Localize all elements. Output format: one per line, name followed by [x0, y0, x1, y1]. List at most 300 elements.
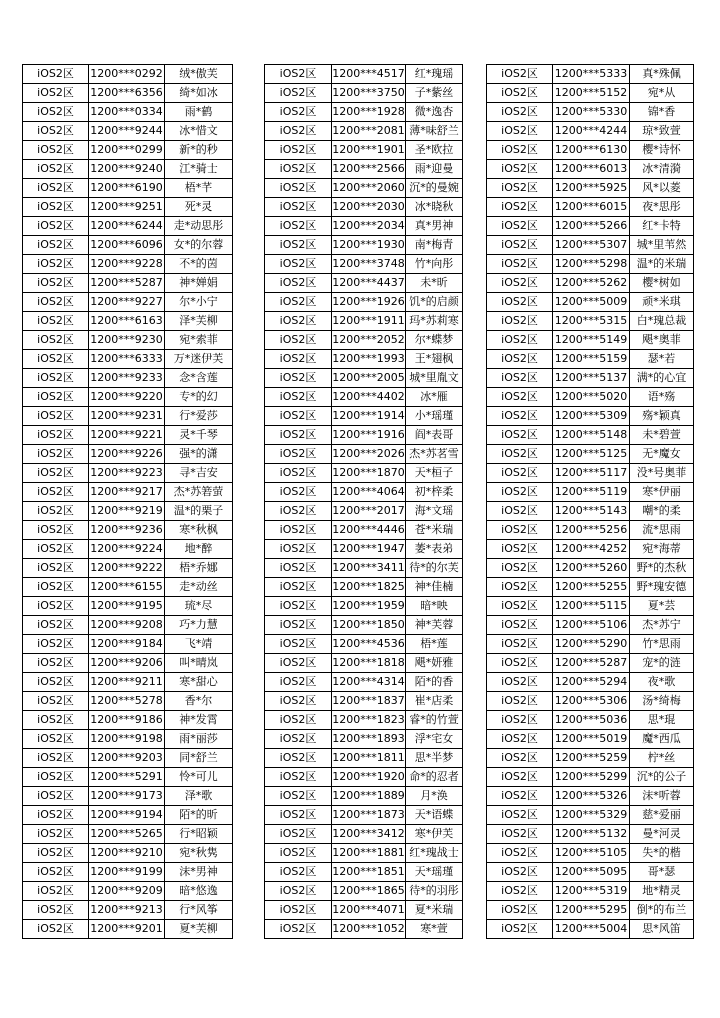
- table-row: [265, 274, 463, 293]
- region-cell: iOS2区: [487, 825, 553, 844]
- nickname-cell: 神*佳楠: [406, 578, 463, 597]
- region-cell: iOS2区: [487, 426, 553, 445]
- region-cell: iOS2区: [23, 369, 89, 388]
- account-cell: 1200***1825: [332, 578, 406, 597]
- nickname-cell: 风*以菱: [630, 179, 694, 198]
- account-cell: 1200***5333: [553, 65, 630, 84]
- table-row: [265, 540, 463, 559]
- table-row: [23, 464, 233, 483]
- region-cell: iOS2区: [487, 540, 553, 559]
- account-cell: 1200***5132: [553, 825, 630, 844]
- table-row: [23, 141, 233, 160]
- table-row: [487, 255, 694, 274]
- account-cell: 1200***0292: [89, 65, 165, 84]
- account-cell: 1200***1947: [332, 540, 406, 559]
- table-row: [265, 635, 463, 654]
- region-cell: iOS2区: [487, 464, 553, 483]
- region-cell: iOS2区: [23, 141, 89, 160]
- nickname-cell: 神*婵娟: [165, 274, 233, 293]
- table-row: [265, 426, 463, 445]
- region-cell: iOS2区: [487, 255, 553, 274]
- region-cell: iOS2区: [265, 635, 332, 654]
- table-row: [23, 274, 233, 293]
- region-cell: iOS2区: [23, 844, 89, 863]
- nickname-cell: 行*风筝: [165, 901, 233, 920]
- table-row: [265, 654, 463, 673]
- region-cell: iOS2区: [487, 179, 553, 198]
- account-cell: 1200***5105: [553, 844, 630, 863]
- nickname-cell: 圣*欧拉: [406, 141, 463, 160]
- region-cell: iOS2区: [265, 863, 332, 882]
- region-cell: iOS2区: [23, 84, 89, 103]
- region-cell: iOS2区: [487, 711, 553, 730]
- region-cell: iOS2区: [23, 255, 89, 274]
- table-row: [23, 103, 233, 122]
- region-cell: iOS2区: [265, 578, 332, 597]
- account-cell: 1200***5298: [553, 255, 630, 274]
- nickname-cell: 行*爱莎: [165, 407, 233, 426]
- table-row: [23, 806, 233, 825]
- nickname-cell: 待*的羽彤: [406, 882, 463, 901]
- table-row: [487, 217, 694, 236]
- nickname-cell: 万*迷伊芙: [165, 350, 233, 369]
- account-cell: 1200***5125: [553, 445, 630, 464]
- nickname-cell: 同*舒兰: [165, 749, 233, 768]
- nickname-cell: 城*里胤文: [406, 369, 463, 388]
- table-row: [487, 673, 694, 692]
- table-row: [23, 901, 233, 920]
- account-cell: 1200***1851: [332, 863, 406, 882]
- nickname-cell: 寒*伊芙: [406, 825, 463, 844]
- nickname-cell: 夜*歌: [630, 673, 694, 692]
- region-cell: iOS2区: [23, 464, 89, 483]
- nickname-cell: 玛*苏莉寒: [406, 312, 463, 331]
- nickname-cell: 寒*甜心: [165, 673, 233, 692]
- account-cell: 1200***1873: [332, 806, 406, 825]
- nickname-cell: 琼*致萱: [630, 122, 694, 141]
- account-cell: 1200***5326: [553, 787, 630, 806]
- table-row: [487, 483, 694, 502]
- account-cell: 1200***5117: [553, 464, 630, 483]
- table-row: [265, 388, 463, 407]
- table-row: [265, 331, 463, 350]
- account-cell: 1200***5290: [553, 635, 630, 654]
- nickname-cell: 巧*力慧: [165, 616, 233, 635]
- region-cell: iOS2区: [265, 236, 332, 255]
- account-cell: 1200***5329: [553, 806, 630, 825]
- region-cell: iOS2区: [487, 350, 553, 369]
- account-cell: 1200***9201: [89, 920, 165, 939]
- nickname-cell: 流*思雨: [630, 521, 694, 540]
- region-cell: iOS2区: [487, 312, 553, 331]
- table-row: [487, 540, 694, 559]
- table-row: [487, 730, 694, 749]
- region-cell: iOS2区: [487, 65, 553, 84]
- table-row: [487, 84, 694, 103]
- account-cell: 1200***1811: [332, 749, 406, 768]
- region-cell: iOS2区: [265, 502, 332, 521]
- table-row: [23, 768, 233, 787]
- table-row: [23, 597, 233, 616]
- account-cell: 1200***9220: [89, 388, 165, 407]
- nickname-cell: 寒*伊丽: [630, 483, 694, 502]
- table-row: [487, 692, 694, 711]
- table-row: [265, 198, 463, 217]
- account-cell: 1200***9198: [89, 730, 165, 749]
- account-cell: 1200***5255: [553, 578, 630, 597]
- nickname-cell: 无*魔女: [630, 445, 694, 464]
- region-cell: iOS2区: [23, 426, 89, 445]
- region-cell: iOS2区: [23, 445, 89, 464]
- account-cell: 1200***9233: [89, 369, 165, 388]
- nickname-cell: 飓*奥菲: [630, 331, 694, 350]
- table-row: [23, 407, 233, 426]
- region-cell: iOS2区: [265, 84, 332, 103]
- account-cell: 1200***2566: [332, 160, 406, 179]
- nickname-cell: 冰*晓秋: [406, 198, 463, 217]
- nickname-cell: 沫*男神: [165, 863, 233, 882]
- nickname-cell: 杰*苏宁: [630, 616, 694, 635]
- table-row: [487, 198, 694, 217]
- account-cell: 1200***9211: [89, 673, 165, 692]
- region-cell: iOS2区: [487, 787, 553, 806]
- nickname-cell: 天*语蝶: [406, 806, 463, 825]
- account-cell: 1200***6333: [89, 350, 165, 369]
- table-row: [265, 445, 463, 464]
- table-row: [265, 825, 463, 844]
- table-row: [23, 388, 233, 407]
- account-cell: 1200***6356: [89, 84, 165, 103]
- table-body: [487, 65, 694, 939]
- region-cell: iOS2区: [23, 578, 89, 597]
- table-row: [265, 882, 463, 901]
- table-row: [265, 787, 463, 806]
- account-cell: 1200***1052: [332, 920, 406, 939]
- table-row: [487, 445, 694, 464]
- table-row: [487, 825, 694, 844]
- table-row: [487, 635, 694, 654]
- nickname-cell: 沫*听蓉: [630, 787, 694, 806]
- table-row: [487, 274, 694, 293]
- table-row: [265, 920, 463, 939]
- region-cell: iOS2区: [23, 787, 89, 806]
- nickname-cell: 命*的忍者: [406, 768, 463, 787]
- account-cell: 1200***9222: [89, 559, 165, 578]
- nickname-cell: 强*的潇: [165, 445, 233, 464]
- account-cell: 1200***5256: [553, 521, 630, 540]
- nickname-cell: 未*昕: [406, 274, 463, 293]
- region-cell: iOS2区: [23, 635, 89, 654]
- region-cell: iOS2区: [265, 388, 332, 407]
- nickname-cell: 王*翅枫: [406, 350, 463, 369]
- account-cell: 1200***4244: [553, 122, 630, 141]
- account-cell: 1200***5106: [553, 616, 630, 635]
- account-cell: 1200***9173: [89, 787, 165, 806]
- account-cell: 1200***5299: [553, 768, 630, 787]
- nickname-cell: 泽*芙柳: [165, 312, 233, 331]
- account-cell: 1200***1850: [332, 616, 406, 635]
- region-cell: iOS2区: [487, 920, 553, 939]
- region-cell: iOS2区: [265, 160, 332, 179]
- nickname-cell: 曼*河灵: [630, 825, 694, 844]
- region-cell: iOS2区: [487, 901, 553, 920]
- table-row: [265, 84, 463, 103]
- region-cell: iOS2区: [265, 901, 332, 920]
- region-cell: iOS2区: [487, 331, 553, 350]
- table-row: [23, 122, 233, 141]
- account-cell: 1200***5315: [553, 312, 630, 331]
- table-row: [23, 331, 233, 350]
- nickname-cell: 宠*的涟: [630, 654, 694, 673]
- nickname-cell: 沉*的曼婉: [406, 179, 463, 198]
- table-row: [23, 312, 233, 331]
- table-row: [265, 711, 463, 730]
- region-cell: iOS2区: [23, 882, 89, 901]
- account-cell: 1200***5004: [553, 920, 630, 939]
- account-cell: 1200***5319: [553, 882, 630, 901]
- account-cell: 1200***5294: [553, 673, 630, 692]
- nickname-cell: 海*文瑶: [406, 502, 463, 521]
- table-row: [23, 559, 233, 578]
- nickname-cell: 汤*绮梅: [630, 692, 694, 711]
- region-cell: iOS2区: [265, 369, 332, 388]
- table-row: [265, 844, 463, 863]
- nickname-cell: 专*的幻: [165, 388, 233, 407]
- region-cell: iOS2区: [23, 407, 89, 426]
- region-cell: iOS2区: [23, 103, 89, 122]
- table-row: [23, 635, 233, 654]
- nickname-cell: 竹*向彤: [406, 255, 463, 274]
- account-cell: 1200***5019: [553, 730, 630, 749]
- account-cell: 1200***1893: [332, 730, 406, 749]
- account-cell: 1200***9206: [89, 654, 165, 673]
- nickname-cell: 宛*索菲: [165, 331, 233, 350]
- region-cell: iOS2区: [487, 103, 553, 122]
- nickname-cell: 睿*的竹萱: [406, 711, 463, 730]
- region-cell: iOS2区: [265, 274, 332, 293]
- table-row: [487, 369, 694, 388]
- region-cell: iOS2区: [487, 616, 553, 635]
- table-row: [265, 122, 463, 141]
- nickname-cell: 雨*迎曼: [406, 160, 463, 179]
- nickname-cell: 魔*西瓜: [630, 730, 694, 749]
- region-cell: iOS2区: [23, 274, 89, 293]
- account-cell: 1200***1901: [332, 141, 406, 160]
- account-cell: 1200***9210: [89, 844, 165, 863]
- table-row: [487, 350, 694, 369]
- account-cell: 1200***5159: [553, 350, 630, 369]
- table-row: [23, 502, 233, 521]
- table-row: [23, 369, 233, 388]
- nickname-cell: 灵*千琴: [165, 426, 233, 445]
- region-cell: iOS2区: [487, 844, 553, 863]
- region-cell: iOS2区: [487, 445, 553, 464]
- nickname-cell: 红*瑰瑶: [406, 65, 463, 84]
- table-row: [265, 255, 463, 274]
- table-row: [265, 863, 463, 882]
- account-cell: 1200***9240: [89, 160, 165, 179]
- table-row: [487, 882, 694, 901]
- account-cell: 1200***1870: [332, 464, 406, 483]
- region-cell: iOS2区: [487, 369, 553, 388]
- region-cell: iOS2区: [487, 882, 553, 901]
- region-cell: iOS2区: [265, 198, 332, 217]
- region-cell: iOS2区: [487, 863, 553, 882]
- nickname-cell: 地*精灵: [630, 882, 694, 901]
- region-cell: iOS2区: [487, 502, 553, 521]
- account-cell: 1200***9208: [89, 616, 165, 635]
- account-cell: 1200***0334: [89, 103, 165, 122]
- nickname-cell: 失*的楷: [630, 844, 694, 863]
- region-cell: iOS2区: [23, 768, 89, 787]
- nickname-cell: 微*逸杏: [406, 103, 463, 122]
- nickname-cell: 红*卡特: [630, 217, 694, 236]
- table-row: [265, 806, 463, 825]
- account-cell: 1200***5262: [553, 274, 630, 293]
- account-cell: 1200***5115: [553, 597, 630, 616]
- region-cell: iOS2区: [487, 654, 553, 673]
- table-row: [23, 920, 233, 939]
- region-cell: iOS2区: [487, 749, 553, 768]
- account-cell: 1200***3750: [332, 84, 406, 103]
- nickname-cell: 瑟*若: [630, 350, 694, 369]
- nickname-cell: 顽*米琪: [630, 293, 694, 312]
- nickname-cell: 天*桓子: [406, 464, 463, 483]
- nickname-cell: 樱*诗怀: [630, 141, 694, 160]
- nickname-cell: 温*的米瑞: [630, 255, 694, 274]
- region-cell: iOS2区: [265, 597, 332, 616]
- account-cell: 1200***1837: [332, 692, 406, 711]
- table-row: [265, 141, 463, 160]
- table-row: [265, 369, 463, 388]
- account-cell: 1200***5137: [553, 369, 630, 388]
- region-cell: iOS2区: [23, 692, 89, 711]
- table-row: [265, 673, 463, 692]
- nickname-cell: 夜*思彤: [630, 198, 694, 217]
- nickname-cell: 未*碧萱: [630, 426, 694, 445]
- region-cell: iOS2区: [23, 673, 89, 692]
- account-cell: 1200***1930: [332, 236, 406, 255]
- account-cell: 1200***9217: [89, 483, 165, 502]
- table-row: [23, 217, 233, 236]
- account-cell: 1200***5152: [553, 84, 630, 103]
- region-cell: iOS2区: [265, 882, 332, 901]
- nickname-cell: 叫*晴岚: [165, 654, 233, 673]
- account-cell: 1200***9221: [89, 426, 165, 445]
- region-cell: iOS2区: [23, 122, 89, 141]
- region-cell: iOS2区: [487, 388, 553, 407]
- table-row: [23, 863, 233, 882]
- table-row: [23, 749, 233, 768]
- nickname-cell: 饥*的启颜: [406, 293, 463, 312]
- table-row: [265, 692, 463, 711]
- account-cell: 1200***2030: [332, 198, 406, 217]
- nickname-cell: 飓*妍雅: [406, 654, 463, 673]
- winner-table-left: [22, 64, 233, 939]
- table-row: [265, 407, 463, 426]
- nickname-cell: 尔*小宁: [165, 293, 233, 312]
- table-row: [23, 198, 233, 217]
- account-cell: 1200***4437: [332, 274, 406, 293]
- account-cell: 1200***1865: [332, 882, 406, 901]
- table-row: [23, 255, 233, 274]
- account-cell: 1200***5295: [553, 901, 630, 920]
- account-cell: 1200***6155: [89, 578, 165, 597]
- account-cell: 1200***5148: [553, 426, 630, 445]
- account-cell: 1200***1823: [332, 711, 406, 730]
- region-cell: iOS2区: [265, 350, 332, 369]
- nickname-cell: 没*号奥菲: [630, 464, 694, 483]
- table-row: [487, 787, 694, 806]
- nickname-cell: 夏*芙柳: [165, 920, 233, 939]
- account-cell: 1200***6130: [553, 141, 630, 160]
- nickname-cell: 绮*如冰: [165, 84, 233, 103]
- region-cell: iOS2区: [265, 255, 332, 274]
- table-row: [487, 901, 694, 920]
- region-cell: iOS2区: [265, 445, 332, 464]
- nickname-cell: 暗*悠逸: [165, 882, 233, 901]
- nickname-cell: 真*殊佩: [630, 65, 694, 84]
- region-cell: iOS2区: [265, 521, 332, 540]
- account-cell: 1200***9224: [89, 540, 165, 559]
- account-cell: 1200***1928: [332, 103, 406, 122]
- table-row: [265, 597, 463, 616]
- nickname-cell: 殇*颖真: [630, 407, 694, 426]
- account-cell: 1200***9227: [89, 293, 165, 312]
- account-cell: 1200***1959: [332, 597, 406, 616]
- account-cell: 1200***1911: [332, 312, 406, 331]
- nickname-cell: 陌*的昕: [165, 806, 233, 825]
- table-row: [487, 65, 694, 84]
- nickname-cell: 野*的杰秋: [630, 559, 694, 578]
- winner-table-right: [486, 64, 694, 939]
- nickname-cell: 薄*味舒兰: [406, 122, 463, 141]
- table-row: [487, 920, 694, 939]
- account-cell: 1200***9219: [89, 502, 165, 521]
- table-row: [487, 597, 694, 616]
- region-cell: iOS2区: [23, 502, 89, 521]
- region-cell: iOS2区: [487, 559, 553, 578]
- table-row: [23, 616, 233, 635]
- region-cell: iOS2区: [23, 825, 89, 844]
- nickname-cell: 白*瑰总裁: [630, 312, 694, 331]
- account-cell: 1200***5330: [553, 103, 630, 122]
- nickname-cell: 柠*丝: [630, 749, 694, 768]
- table-row: [487, 312, 694, 331]
- region-cell: iOS2区: [265, 426, 332, 445]
- account-cell: 1200***9244: [89, 122, 165, 141]
- nickname-cell: 温*的栗子: [165, 502, 233, 521]
- table-row: [265, 616, 463, 635]
- account-cell: 1200***2026: [332, 445, 406, 464]
- region-cell: iOS2区: [265, 787, 332, 806]
- account-cell: 1200***5306: [553, 692, 630, 711]
- table-row: [23, 711, 233, 730]
- nickname-cell: 苍*米瑞: [406, 521, 463, 540]
- account-cell: 1200***4314: [332, 673, 406, 692]
- account-cell: 1200***5307: [553, 236, 630, 255]
- region-cell: iOS2区: [265, 920, 332, 939]
- table-row: [23, 445, 233, 464]
- nickname-cell: 神*芙蓉: [406, 616, 463, 635]
- nickname-cell: 锦*香: [630, 103, 694, 122]
- nickname-cell: 夏*米瑞: [406, 901, 463, 920]
- nickname-cell: 走*动丝: [165, 578, 233, 597]
- nickname-cell: 走*动思彤: [165, 217, 233, 236]
- nickname-cell: 语*殇: [630, 388, 694, 407]
- region-cell: iOS2区: [23, 711, 89, 730]
- account-cell: 1200***5036: [553, 711, 630, 730]
